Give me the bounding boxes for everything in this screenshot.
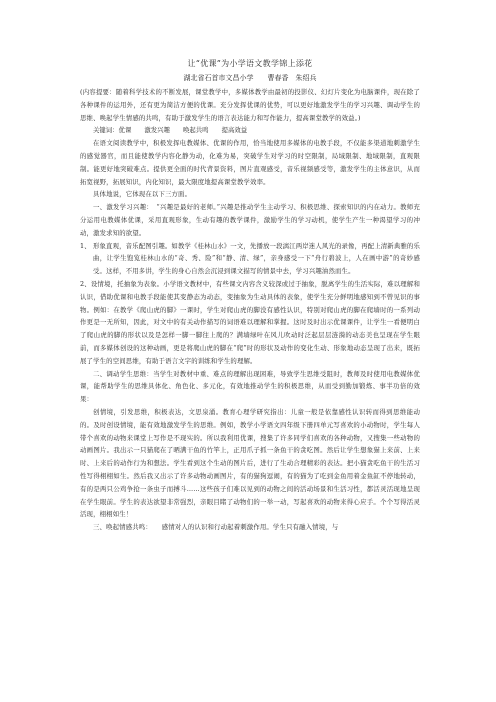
section-heading-paragraph: 三、唤起情感共鸣： 感情对人的认识和行动起着刺激作用。学生只有融入情境，与 bbox=[93, 523, 339, 532]
author-line: 湖北省石首市文昌小学 曹春香 朱绍兵 bbox=[183, 74, 317, 82]
body-paragraph: 创情境，引发思维，积极表达，文思泉涌。教育心理学研究指出：儿童一般是依靠感性认识转而得到思维能动的。及时创设情境，能有效地激发学生的思维。例如，教学小学语文四年级下册四单元写喜欢的小动物时，学生每人带个喜欢的动物来课堂上写作是不现实的。所以我利用优课，搜集了许多同学们喜欢的各种动物，又搜集一些动物的动画图片。我出示一只猫爬在了晒满干鱼的竹竿上，正用爪子抓一条鱼干的贪吃图。然后让学生想象猫上来前、上来时、上来后的动作行为和想法。学生看到这个生动的图片后，进行了生动合理精彩的表达。把小猫贪吃鱼干的生活习性写得栩栩如生。然后我又出示了许多动物动画图片，有的猫狗逗闹，有的猫为了吃到金鱼用着金鱼缸不停地转动，有的是两只公鸡争抢一条虫子而搏斗……这些孩子们难以见到的动物之间的活动场景和生活习性，都活灵活现地呈现在学生眼前。学生的表达欲望非常强烈，亲眼目睹了动物们的一举一动，写起喜欢的动物来得心应手。个个写得活灵活现，栩栩如生！ bbox=[80, 407, 420, 519]
abstract: (内容提要：随着科学技术的不断发展，课堂教学中，多媒体教学由最初的投影仪、幻灯片变化为电脑课件，现在除了各种课件的运用外，还有更为简洁方便的优课。充分发挥优课的优势，可以更好地激发学生的学习兴趣、调动学生的思维、唤起学生情感的共鸣，有助于激发学生的语言表达能力和写作能力，提高课堂教学的效益。) bbox=[80, 88, 420, 122]
list-item: 1、 形象直观，音乐配图引趣。如教学《桂林山水》一文，先播放一段漓江两岸迷人风光的录像，再配上清新典雅的乐曲，让学生饱览桂林山水的“奇、秀、险”和“静、清、绿”，亲身感受一下“舟行碧波上，人在画中游”的奇妙感受。这样，不用多讲，学生的身心自然会沉浸到课文描写的情景中去，学习兴趣油然而生。 bbox=[80, 241, 420, 276]
keywords-line bbox=[80, 124, 420, 137]
keyword: 激发兴趣 bbox=[144, 126, 170, 135]
section-heading-paragraph: 二、调动学生思维：当学生对教材中重、难点的理解出现困难，导致学生思维受阻时，教师及时使用电教媒体优课，能帮助学生的思维具体化、角色化、多元化，有效地推动学生的积极思维，从而受到勤加锻炼、事半功倍的效果： bbox=[80, 369, 420, 404]
body-paragraph: 在语文阅读教学中，积极发挥电教媒体、优课的作用，恰当地使用多媒体的电教手段，不仅能多渠道地刺激学生的感觉器官，而且能使教学内容化静为动，化难为易，突破学生对学习的时空限制，局域限制、地域限制，直观限制。能更好地突破难点。提供更全面的时代背景资料，图片直观感受，音乐视频感受等，激发学生的主体意识，从而拓宽视野，拓展知识，内化知识，最大限度地提高课堂教学效率。 bbox=[80, 139, 420, 186]
keyword-label: 关键词：优课 bbox=[93, 126, 132, 135]
body-paragraph: 具体地说，它体现在以下三方面。 bbox=[93, 190, 192, 199]
keyword: 提高效益 bbox=[221, 126, 248, 135]
document-page bbox=[80, 58, 420, 534]
list-item: 2、设情境，托抽象为表象。小学语文教材中，有些课文内容含义较深或过于抽象，脱离学生的生活实际，难以理解和认识，借助优课和电教手段能使其变静态为动态，变抽象为生动具体的表象，使学生充分鲜明地感知到不曾见识的事物。例如：在教学《爬山虎的脚》一课时，学生对爬山虎的脚没有感性认识，特别对爬山虎的脚在爬墙时的一系列动作更是一无所知，因此，对文中的有关动作描写的词语难以理解和掌握。这时及时出示优课课件，让学生一看便明白了爬山虎的脚的形状以及是怎样一脚一脚往上爬的？满墙绿叶在风儿吹动时泛起层层涟漪的动态美也呈现在学生眼前，而多媒体创设的这种动画，更是将爬山虎的脚在“爬”时的形状及动作的变化生动、形象地动态呈现了出来，既拓展了学生的空间思维，有助于语言文字的训练和学生的理解。 bbox=[80, 279, 420, 365]
keyword: 唤起共鸣 bbox=[183, 126, 209, 135]
section-heading-paragraph: 一、激发学习兴趣： “兴趣是最好的老师。”兴趣是推动学生主动学习、积极思维、探索知识的内在动力。教师充分运用电教媒体优课，采用直观形象，生动有趣的教学课件，激励学生的学习动机，使学生产生一种渴望学习的冲动，激发求知的欲望。 bbox=[80, 203, 420, 237]
document-title: 让“优课”为小学语文教学锦上添花 bbox=[187, 59, 313, 68]
